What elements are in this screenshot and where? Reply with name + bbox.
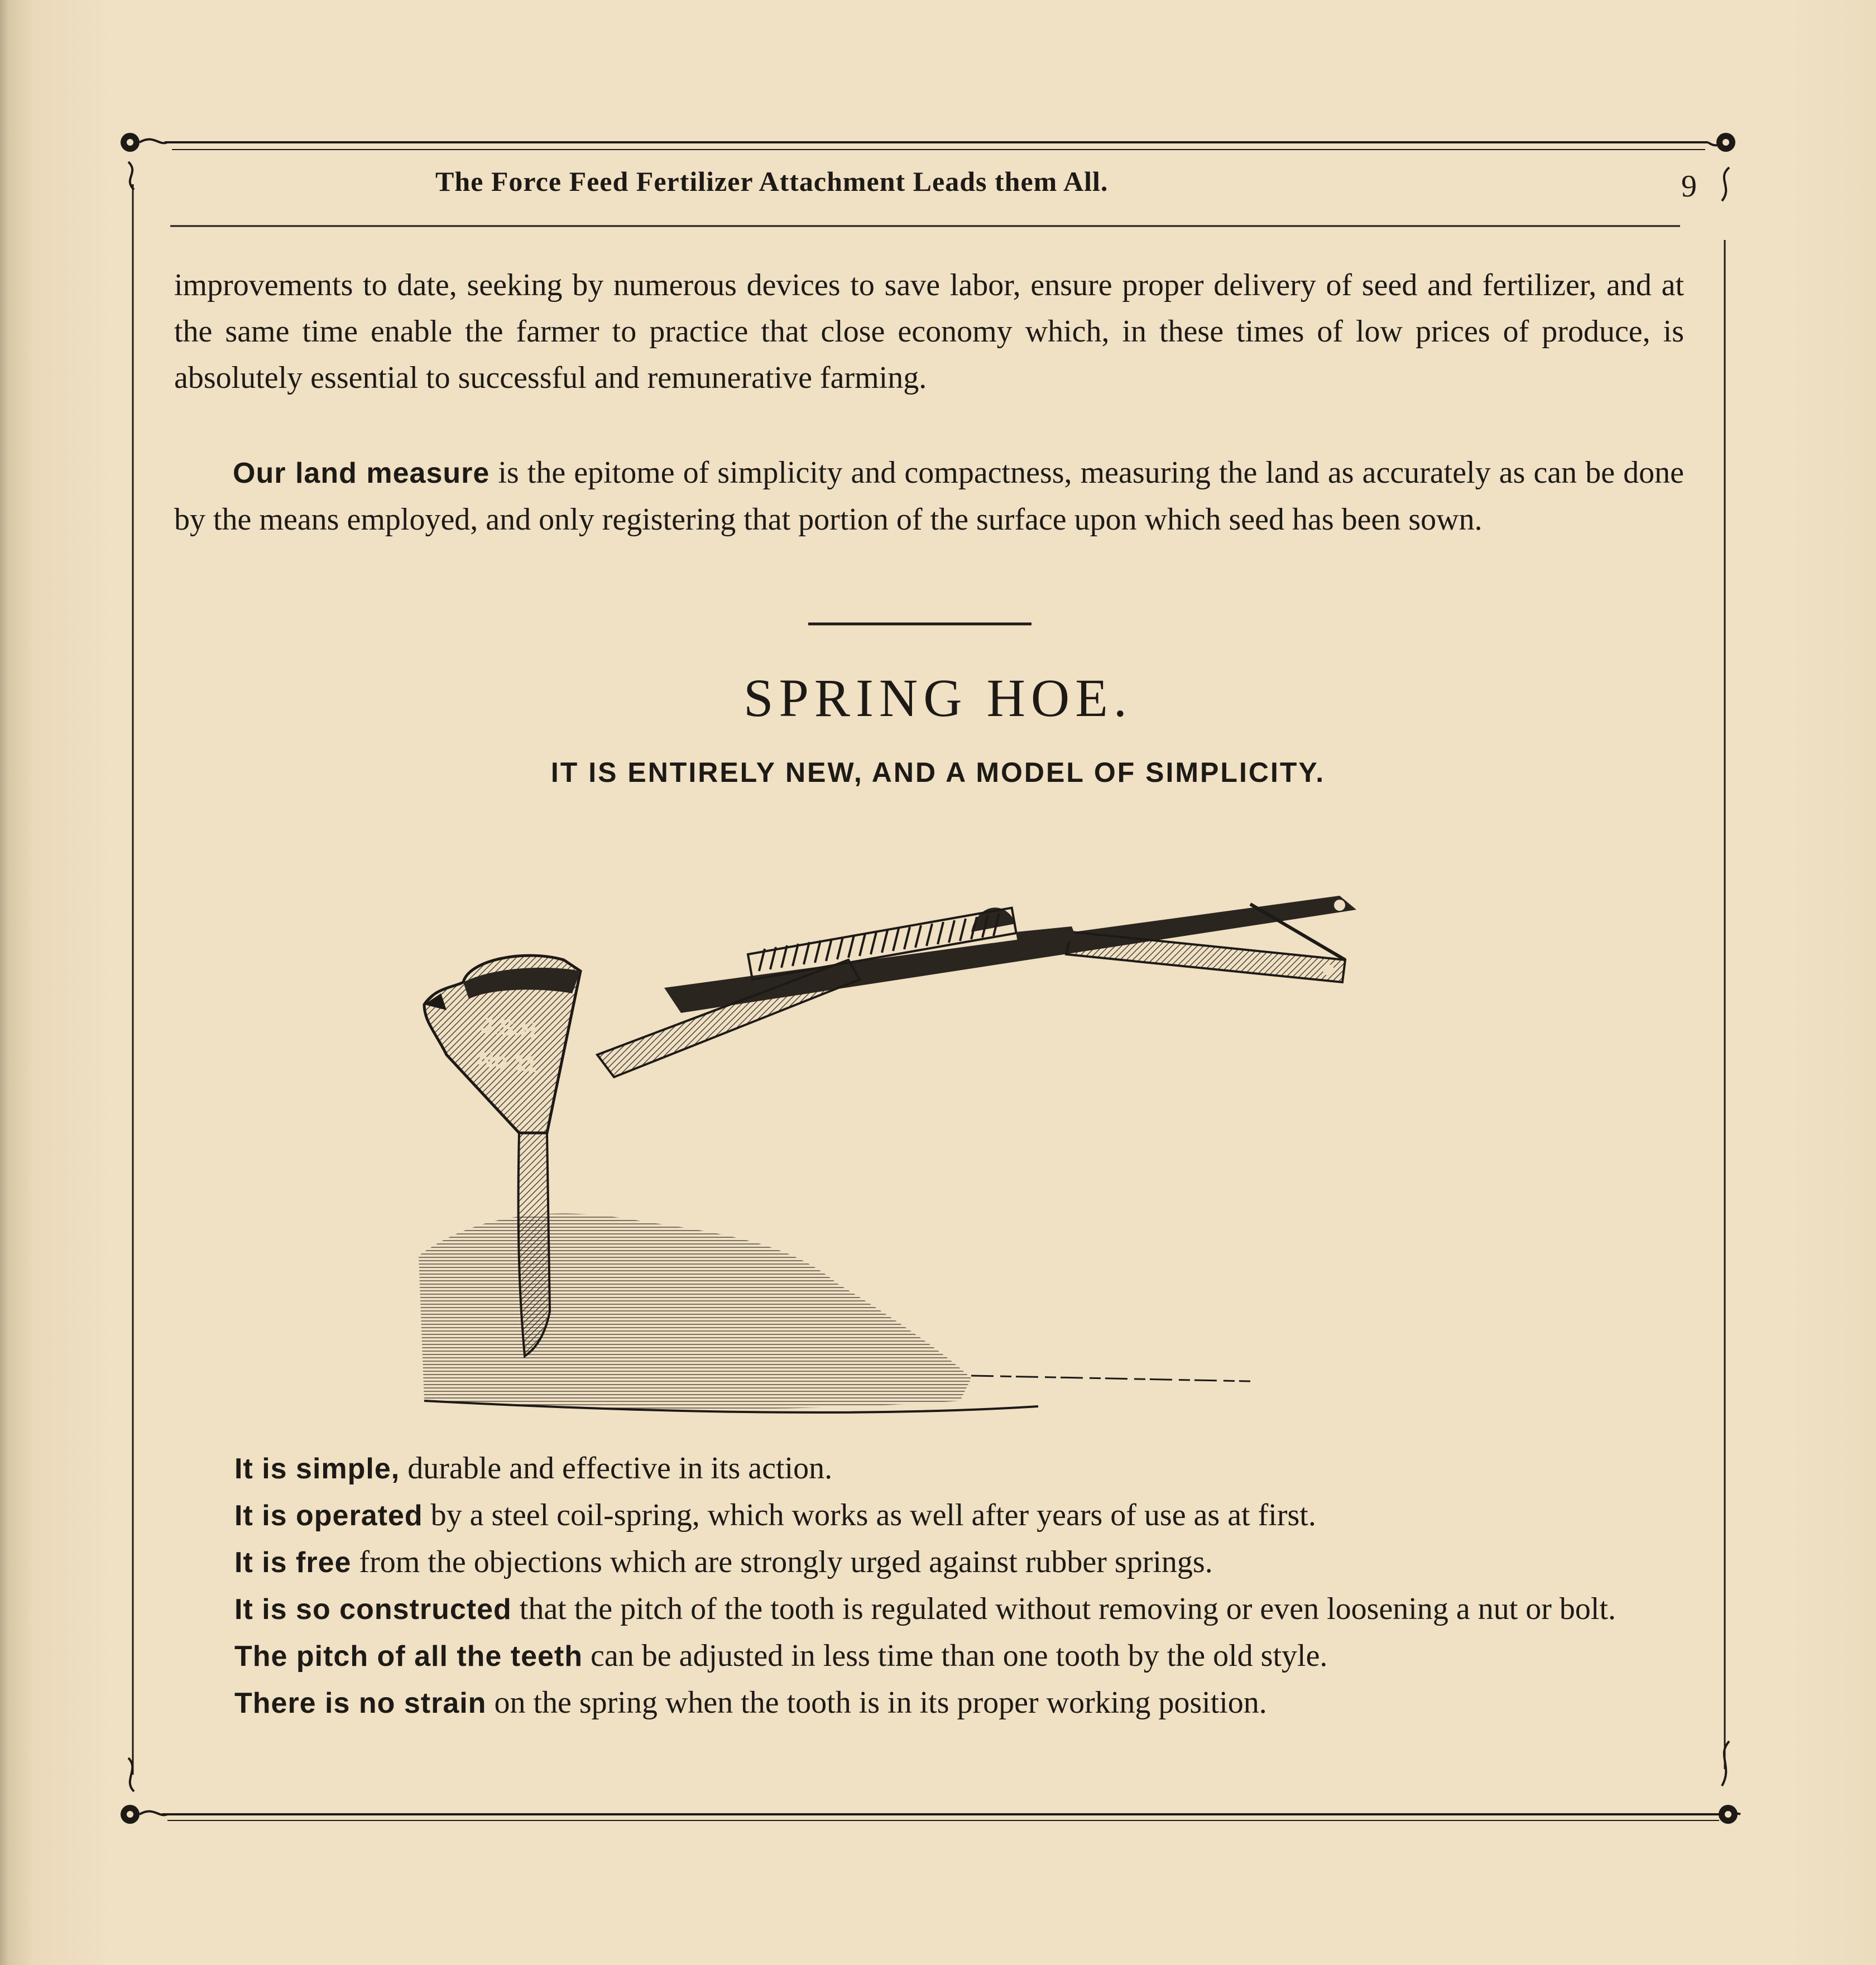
running-header-title: The Force Feed Fertilizer Attachment Leads them All. <box>435 166 1109 197</box>
feature-item <box>174 1445 1684 1492</box>
feature-text: from the objections which are strongly urged against rubber springs. <box>351 1545 1213 1579</box>
feature-text: can be adjusted in less time than one tooth by the old style. <box>583 1639 1328 1673</box>
feature-text: durable and effective in its action. <box>400 1451 833 1486</box>
land-measure-lead: Our land measure <box>233 457 490 489</box>
feature-list <box>174 1445 1684 1727</box>
hoe-marking-line-1: J.S.H <box>479 1013 538 1044</box>
land-measure-paragraph <box>174 450 1684 543</box>
feature-text: that the pitch of the tooth is regulated without removing or even loosening a nut or bolt. <box>511 1592 1616 1626</box>
page-number: 9 <box>1681 169 1697 204</box>
feature-lead: It is so constructed <box>234 1593 512 1626</box>
feature-lead: There is no strain <box>234 1687 487 1719</box>
feature-item <box>174 1586 1684 1633</box>
feature-item <box>174 1680 1684 1727</box>
intro-paragraph: improvements to date, seeking by numerous devices to save labor, ensure proper delivery of seed and fertilizer, and at the same time enable the farmer to practice that close economy which, in these times of low prices of produce, is absolutely essential to successful and remunerative farming. <box>174 268 1684 395</box>
hoe-marking-line-2: No 11 <box>477 1046 539 1078</box>
spring-hoe-illustration <box>413 820 1462 1423</box>
feature-lead: The pitch of all the teeth <box>234 1640 583 1673</box>
feature-item <box>174 1633 1684 1680</box>
feature-text: on the spring when the tooth is in its proper working position. <box>486 1685 1267 1720</box>
feature-item <box>174 1492 1684 1539</box>
feature-lead: It is operated <box>234 1500 423 1532</box>
feature-lead: It is simple, <box>234 1453 400 1485</box>
feature-lead: It is free <box>234 1546 352 1579</box>
feature-text: by a steel coil-spring, which works as well after years of use as at first. <box>423 1498 1316 1532</box>
feature-item <box>174 1539 1684 1586</box>
land-measure-text: is the epitome of simplicity and compactness, measuring the land as accurately as can be done by the means employed, and only registering that portion of the surface upon which seed has been sown. <box>174 455 1685 537</box>
section-title: SPRING HOE. <box>743 668 1133 728</box>
section-subtitle: IT IS ENTIRELY NEW, AND A MODEL OF SIMPLICITY. <box>550 757 1326 788</box>
